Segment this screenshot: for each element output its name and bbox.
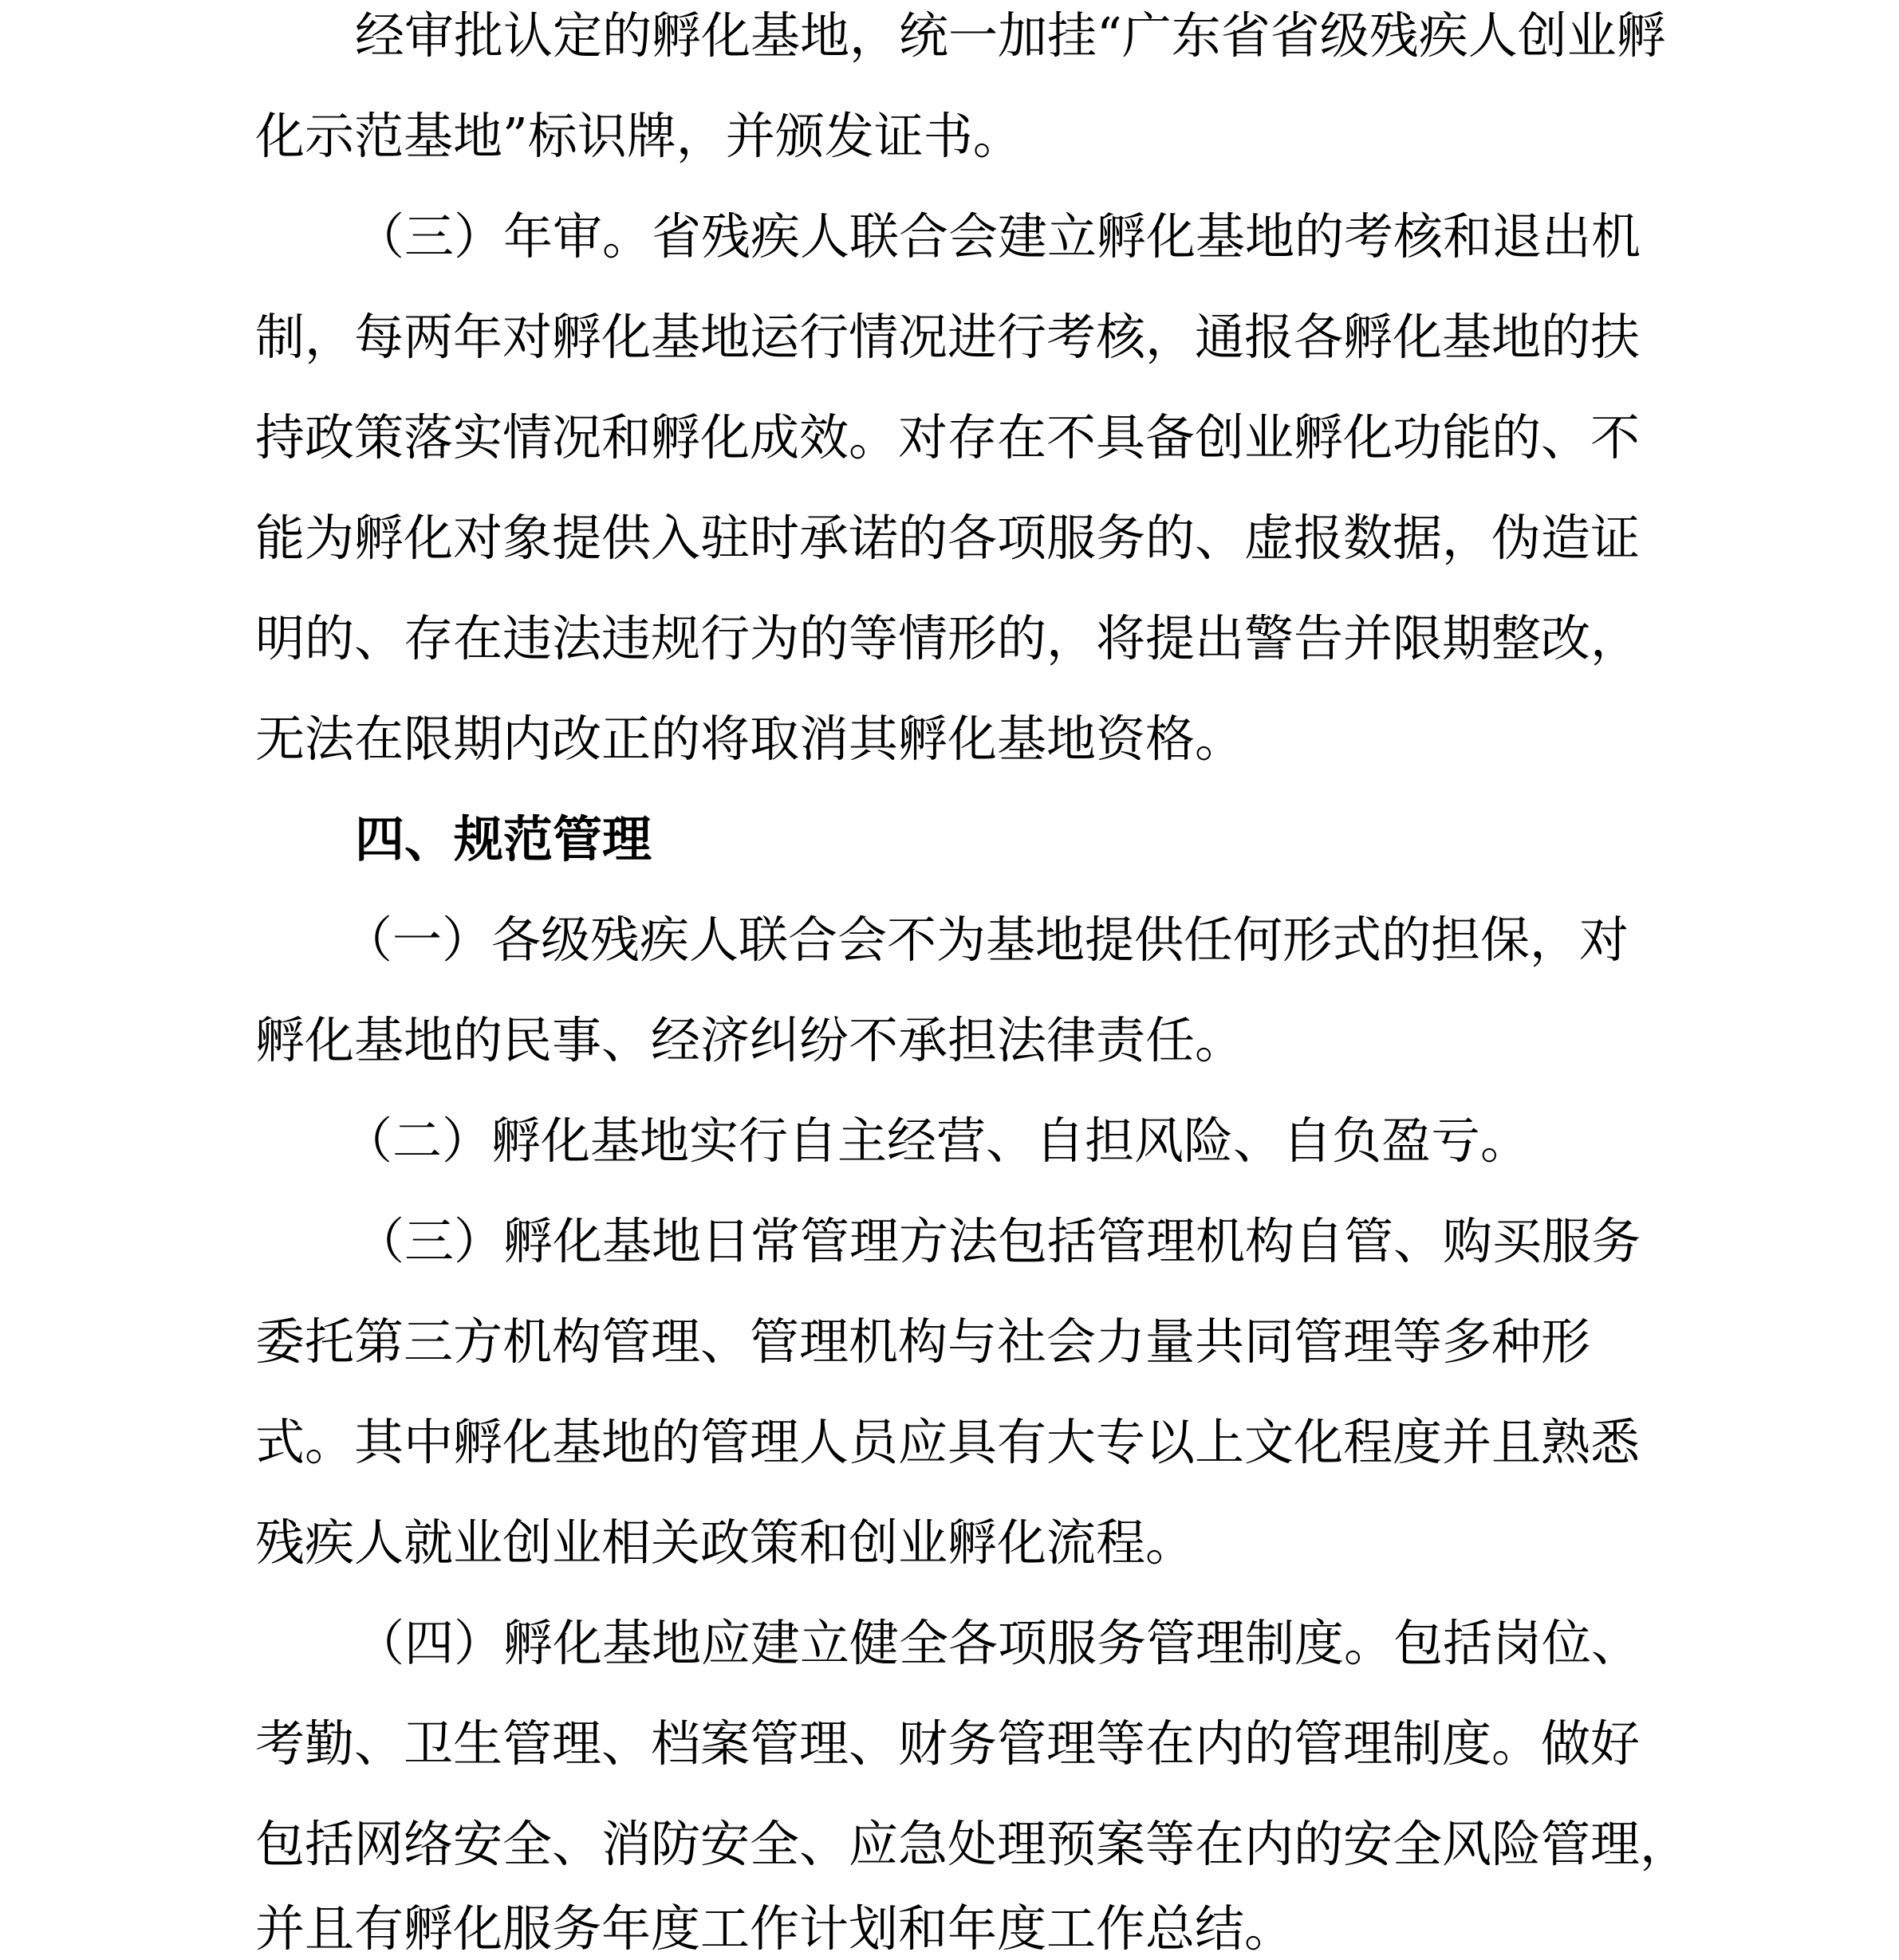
paragraph-line: 考勤、卫生管理、档案管理、财务管理等在内的管理制度。做好 xyxy=(255,1714,1641,1773)
paragraph-line: （二）孵化基地实行自主经营、自担风险、自负盈亏。 xyxy=(343,1112,1531,1170)
paragraph-line: 明的、存在违法违规行为的等情形的，将提出警告并限期整改， xyxy=(255,609,1641,667)
paragraph-line: 并且有孵化服务年度工作计划和年度工作总结。 xyxy=(255,1899,1294,1958)
paragraph-line: （四）孵化基地应建立健全各项服务管理制度。包括岗位、 xyxy=(355,1614,1641,1672)
paragraph-line: 委托第三方机构管理、管理机构与社会力量共同管理等多种形 xyxy=(255,1313,1591,1371)
paragraph-line: 经审批认定的孵化基地，统一加挂“广东省省级残疾人创业孵 xyxy=(355,6,1666,65)
paragraph-line: 无法在限期内改正的将取消其孵化基地资格。 xyxy=(255,710,1245,768)
paragraph-line: （一）各级残疾人联合会不为基地提供任何形式的担保，对 xyxy=(343,911,1629,969)
paragraph-line: 包括网络安全、消防安全、应急处理预案等在内的安全风险管理， xyxy=(255,1815,1690,1873)
paragraph-line: （三）年审。省残疾人联合会建立孵化基地的考核和退出机 xyxy=(355,207,1641,266)
paragraph-line: 式。其中孵化基地的管理人员应具有大专以上文化程度并且熟悉 xyxy=(255,1413,1641,1471)
paragraph-line: 残疾人就业创业相关政策和创业孵化流程。 xyxy=(255,1513,1196,1572)
paragraph-line: 持政策落实情况和孵化成效。对存在不具备创业孵化功能的、不 xyxy=(255,408,1641,466)
paragraph-line: 化示范基地”标识牌，并颁发证书。 xyxy=(255,107,1022,165)
paragraph-line: 制，每两年对孵化基地运行情况进行考核，通报各孵化基地的扶 xyxy=(255,308,1641,366)
paragraph-line: 能为孵化对象提供入驻时承诺的各项服务的、虚报数据，伪造证 xyxy=(255,509,1641,567)
section-heading: 四、规范管理 xyxy=(355,810,652,868)
paragraph-line: 孵化基地的民事、经济纠纷不承担法律责任。 xyxy=(255,1011,1245,1069)
paragraph-line: （三）孵化基地日常管理方法包括管理机构自管、购买服务 xyxy=(355,1212,1641,1270)
